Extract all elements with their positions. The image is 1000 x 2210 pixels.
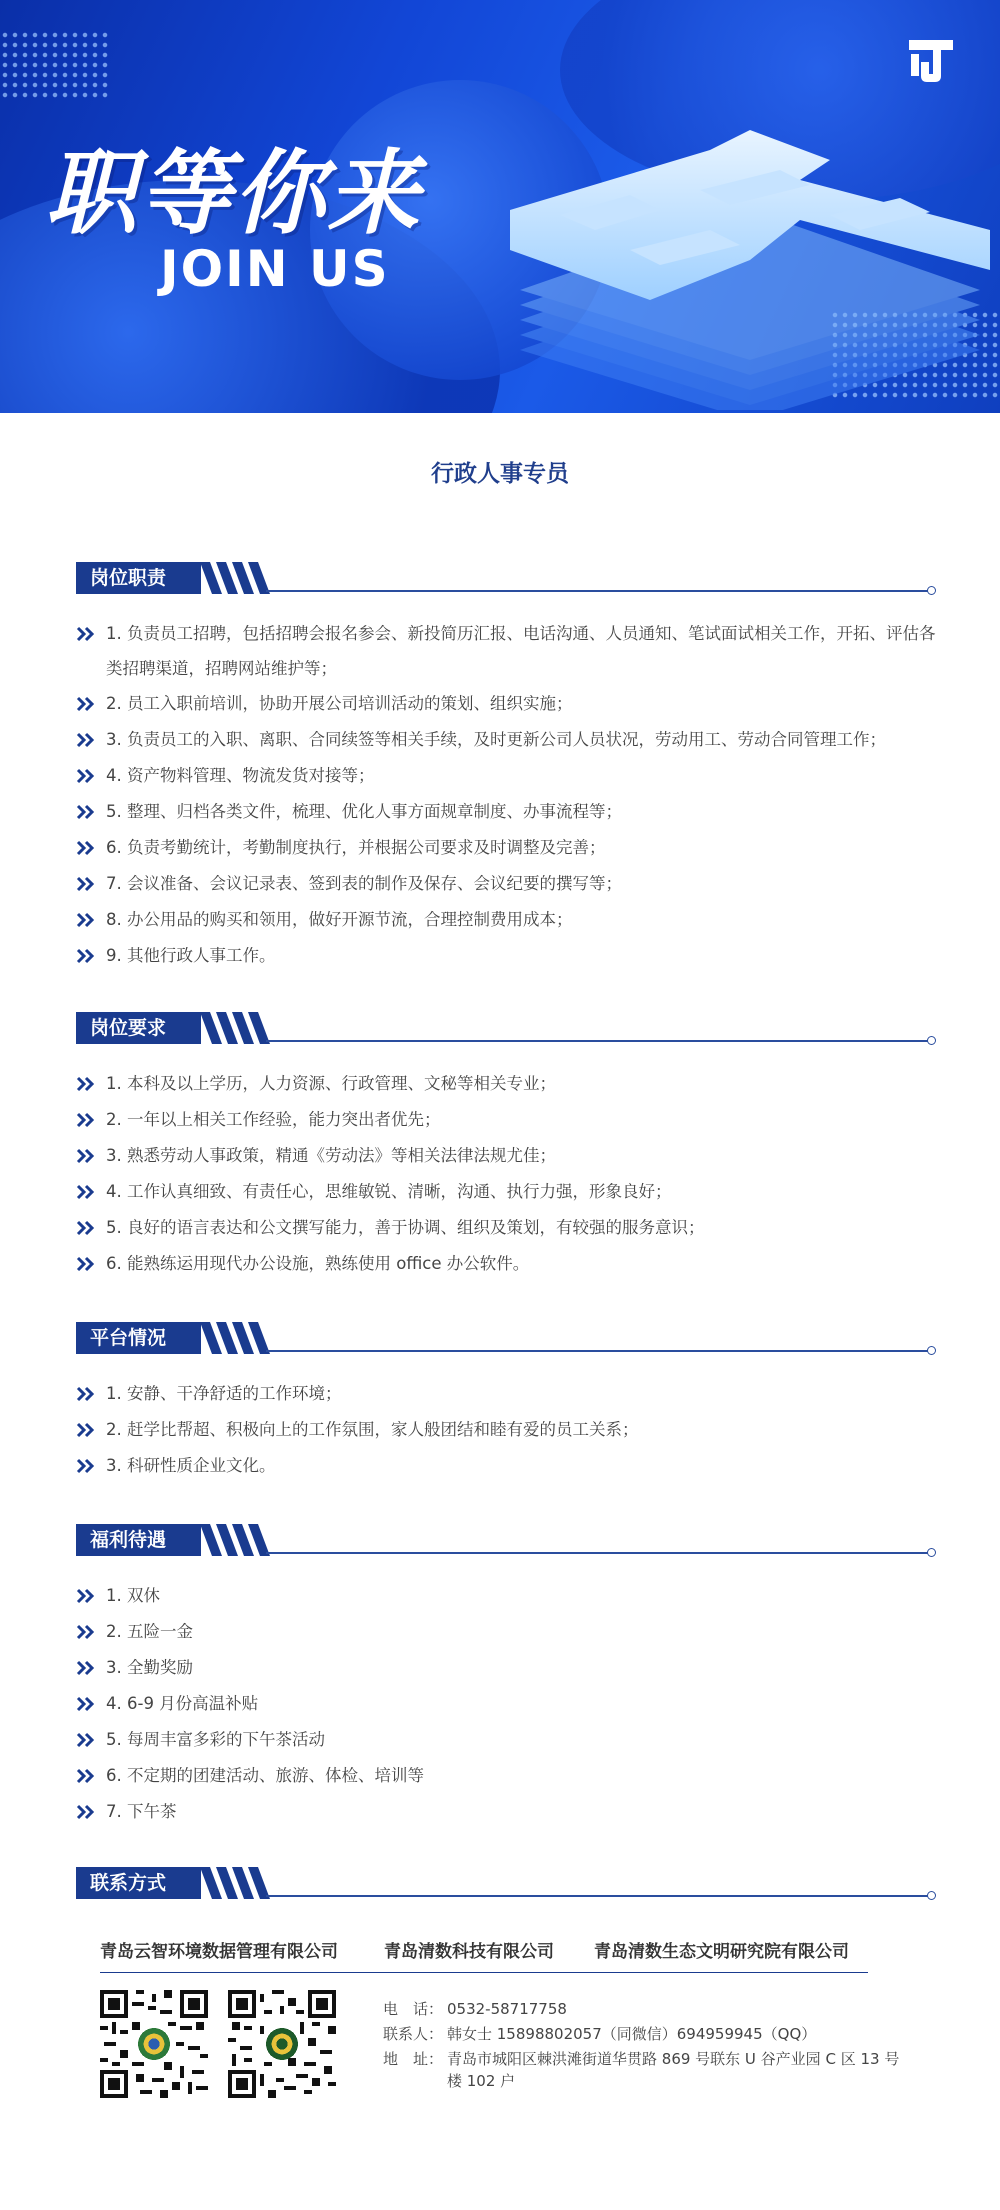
double-chevron-icon: [76, 1448, 98, 1484]
double-chevron-icon: [76, 794, 98, 830]
list-item-text: 2. 员工入职前培训，协助开展公司培训活动的策划、组织实施；: [106, 694, 573, 713]
list-item-text: 1. 安静、干净舒适的工作环境；: [106, 1384, 342, 1403]
double-chevron-icon: [76, 616, 98, 652]
list-item: [76, 1650, 936, 1686]
double-chevron-icon: [76, 1722, 98, 1758]
list-item-text: 6. 负责考勤统计，考勤制度执行，并根据公司要求及时调整及完善；: [106, 838, 606, 857]
section-header: [76, 1322, 936, 1354]
section-title: 岗位要求: [76, 1012, 201, 1044]
section-divider: [266, 1895, 930, 1897]
contact-person-label: 联系人：: [383, 2025, 444, 2043]
list-item: [76, 1614, 936, 1650]
stripes-decor: [200, 1322, 275, 1354]
list-item-text: 2. 五险一金: [106, 1622, 193, 1641]
divider-end-dot: [927, 1346, 936, 1355]
section-requirements: [76, 1012, 936, 1282]
list-item-text: 5. 整理、归档各类文件，梳理、优化人事方面规章制度、办事流程等；: [106, 802, 622, 821]
list-item: [76, 830, 936, 866]
list-item: [76, 1758, 936, 1794]
double-chevron-icon: [76, 1138, 98, 1174]
section-title: 平台情况: [76, 1322, 201, 1354]
double-chevron-icon: [76, 1686, 98, 1722]
double-chevron-icon: [76, 1246, 98, 1282]
company-name: 青岛云智环境数据管理有限公司: [100, 1942, 338, 1962]
address-row: [383, 2045, 903, 2092]
phone-row: [383, 1995, 903, 2020]
list-item-text: 7. 下午茶: [106, 1802, 177, 1821]
list-item-text: 8. 办公用品的购买和领用，做好开源节流，合理控制费用成本；: [106, 910, 573, 929]
divider-end-dot: [927, 586, 936, 595]
section-divider: [266, 1350, 930, 1352]
section-header: [76, 562, 936, 594]
list-item-text: 9. 其他行政人事工作。: [106, 946, 276, 965]
list-item-text: 3. 负责员工的入职、离职、合同续签等相关手续，及时更新公司人员状况，劳动用工、劳动合同管理工作；: [106, 730, 886, 749]
section-title: 联系方式: [76, 1867, 201, 1899]
divider-end-dot: [927, 1548, 936, 1557]
company-divider: [100, 1972, 868, 1973]
address-value: 青岛市城阳区棘洪滩街道华贯路 869 号联东 U 谷产业园 C 区 13 号楼 102 户: [447, 2050, 900, 2090]
list-item: [76, 902, 936, 938]
list-item-text: 1. 负责员工招聘，包括招聘会报名参会、新投简历汇报、电话沟通、人员通知、笔试面试相关工作，开拓、评估各类招聘渠道，招聘网站维护等；: [106, 624, 936, 678]
company-name: 青岛清数科技有限公司: [384, 1942, 554, 1962]
list-item: [76, 1102, 936, 1138]
section-duties: [76, 562, 936, 974]
contact-person-row: [383, 2020, 903, 2045]
divider-end-dot: [927, 1036, 936, 1045]
list-item: [76, 1376, 936, 1412]
section-benefits: [76, 1524, 936, 1830]
requirements-list: [76, 1066, 936, 1282]
section-divider: [266, 1552, 930, 1554]
list-item-text: 4. 6-9 月份高温补贴: [106, 1694, 259, 1713]
company-name: 青岛清数生态文明研究院有限公司: [594, 1942, 849, 1962]
list-item-text: 5. 良好的语言表达和公文撰写能力，善于协调、组织及策划，有较强的服务意识；: [106, 1218, 705, 1237]
double-chevron-icon: [76, 830, 98, 866]
list-item: [76, 1794, 936, 1830]
stripes-decor: [200, 1867, 275, 1899]
list-item: [76, 1246, 936, 1282]
double-chevron-icon: [76, 866, 98, 902]
list-item: [76, 1722, 936, 1758]
list-item-text: 2. 赶学比帮超、积极向上的工作氛围，家人般团结和睦有爱的员工关系；: [106, 1420, 639, 1439]
platform-list: [76, 1376, 936, 1484]
list-item: [76, 866, 936, 902]
section-header: [76, 1867, 936, 1899]
job-title: 行政人事专员: [431, 461, 569, 487]
list-item-text: 4. 工作认真细致、有责任心，思维敏锐、清晰，沟通、执行力强，形象良好；: [106, 1182, 672, 1201]
duties-list: [76, 616, 936, 974]
double-chevron-icon: [76, 1376, 98, 1412]
address-label: 地 址：: [383, 2050, 444, 2068]
list-item-text: 2. 一年以上相关工作经验，能力突出者优先；: [106, 1110, 441, 1129]
list-item: [76, 1412, 936, 1448]
isometric-graphic: [500, 120, 1000, 410]
brand-logo-icon: [905, 32, 957, 84]
phone-label: 电 话：: [383, 2000, 444, 2018]
list-item-text: 1. 本科及以上学历，人力资源、行政管理、文秘等相关专业；: [106, 1074, 556, 1093]
hero-banner: [0, 0, 1000, 413]
divider-end-dot: [927, 1891, 936, 1900]
hero-headline: 职等你来: [45, 140, 422, 247]
qr-code-icon: [100, 1990, 208, 2098]
double-chevron-icon: [76, 902, 98, 938]
list-item: [76, 1174, 936, 1210]
double-chevron-icon: [76, 758, 98, 794]
list-item: [76, 1578, 936, 1614]
section-title: 岗位职责: [76, 562, 201, 594]
contact-details: [383, 1995, 903, 2092]
list-item-text: 3. 熟悉劳动人事政策，精通《劳动法》等相关法律法规尤佳；: [106, 1146, 556, 1165]
double-chevron-icon: [76, 1758, 98, 1794]
section-header: [76, 1524, 936, 1556]
list-item-text: 6. 不定期的团建活动、旅游、体检、培训等: [106, 1766, 424, 1785]
section-contact: [76, 1867, 936, 1899]
list-item: [76, 1066, 936, 1102]
double-chevron-icon: [76, 1210, 98, 1246]
list-item-text: 6. 能熟练运用现代办公设施，熟练使用 office 办公软件。: [106, 1254, 530, 1273]
list-item: [76, 1686, 936, 1722]
list-item: [76, 938, 936, 974]
list-item-text: 1. 双休: [106, 1586, 160, 1605]
double-chevron-icon: [76, 1614, 98, 1650]
list-item: [76, 1448, 936, 1484]
section-divider: [266, 590, 930, 592]
list-item: [76, 1210, 936, 1246]
double-chevron-icon: [76, 722, 98, 758]
list-item-text: 7. 会议准备、会议记录表、签到表的制作及保存、会议纪要的撰写等；: [106, 874, 622, 893]
double-chevron-icon: [76, 938, 98, 974]
double-chevron-icon: [76, 1650, 98, 1686]
list-item: [76, 722, 936, 758]
list-item-text: 3. 科研性质企业文化。: [106, 1456, 276, 1475]
list-item: [76, 794, 936, 830]
list-item-text: 5. 每周丰富多彩的下午茶活动: [106, 1730, 325, 1749]
stripes-decor: [200, 1524, 275, 1556]
list-item-text: 4. 资产物料管理、物流发货对接等；: [106, 766, 375, 785]
list-item: [76, 1138, 936, 1174]
stripes-decor: [200, 562, 275, 594]
double-chevron-icon: [76, 1102, 98, 1138]
list-item-text: 3. 全勤奖励: [106, 1658, 193, 1677]
double-chevron-icon: [76, 1412, 98, 1448]
section-divider: [266, 1040, 930, 1042]
benefits-list: [76, 1578, 936, 1830]
list-item: [76, 616, 936, 686]
section-platform: [76, 1322, 936, 1484]
list-item: [76, 686, 936, 722]
hero-subheadline: JOIN US: [160, 240, 390, 298]
double-chevron-icon: [76, 686, 98, 722]
stripes-decor: [200, 1012, 275, 1044]
double-chevron-icon: [76, 1174, 98, 1210]
section-header: [76, 1012, 936, 1044]
double-chevron-icon: [76, 1066, 98, 1102]
qr-code-icon: [228, 1990, 336, 2098]
banner-dots: [0, 30, 110, 100]
section-title: 福利待遇: [76, 1524, 201, 1556]
contact-person-value: 韩女士 15898802057（同微信）694959945（QQ）: [447, 2025, 817, 2043]
double-chevron-icon: [76, 1578, 98, 1614]
double-chevron-icon: [76, 1794, 98, 1830]
phone-value: 0532-58717758: [447, 2000, 567, 2018]
list-item: [76, 758, 936, 794]
